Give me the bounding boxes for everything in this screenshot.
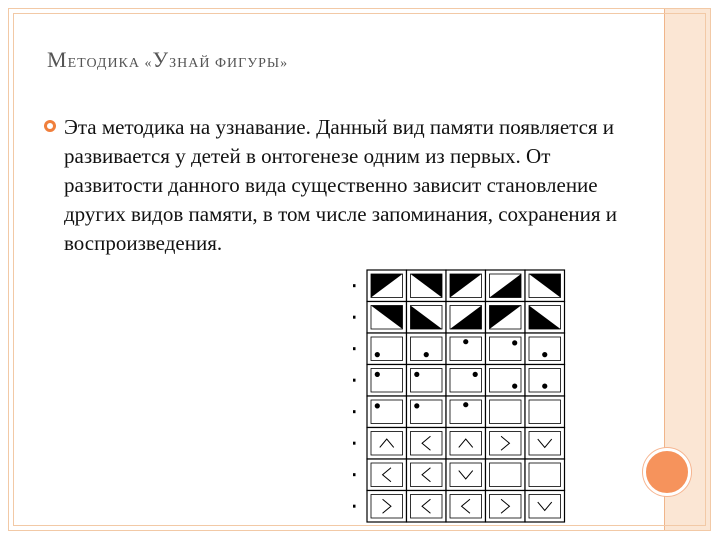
row-marker bbox=[353, 316, 356, 319]
figure-cell bbox=[367, 459, 407, 491]
figure-cell bbox=[446, 428, 486, 460]
figure-cell bbox=[407, 396, 447, 428]
figure-cell bbox=[486, 459, 526, 491]
body-paragraph: Эта методика на узнавание. Данный вид памяти появляется и развивается у детей в онтогенезе одним из первых. От развитости данного вида существенно зависит становление других видов памяти, в том числе запоминания, сохранения и воспроизведения. bbox=[64, 115, 618, 255]
figure-dot bbox=[463, 339, 468, 344]
figure-cell bbox=[446, 333, 486, 365]
figure-dot bbox=[424, 352, 429, 357]
figure-cell bbox=[446, 396, 486, 428]
figure-dot bbox=[512, 340, 517, 345]
figure-dot bbox=[375, 352, 380, 357]
figure-cell bbox=[486, 333, 526, 365]
figure-cell bbox=[525, 491, 565, 523]
figure-cell bbox=[486, 491, 526, 523]
figure-cell bbox=[525, 428, 565, 460]
figure-cell bbox=[407, 333, 447, 365]
figure-cell bbox=[486, 428, 526, 460]
figure-cell bbox=[367, 428, 407, 460]
row-marker bbox=[353, 473, 356, 476]
figure-cell bbox=[407, 428, 447, 460]
figure-dot bbox=[375, 403, 380, 408]
row-marker bbox=[353, 347, 356, 350]
title-big-letter: У bbox=[152, 47, 170, 72]
figure-cell bbox=[367, 491, 407, 523]
slide-title bbox=[47, 47, 288, 73]
title-part-1: ЕТОДИКА « bbox=[67, 56, 153, 71]
figure-dot bbox=[375, 372, 380, 377]
figure-dot bbox=[463, 402, 468, 407]
figure-dot bbox=[512, 384, 517, 389]
figure-cell bbox=[407, 365, 447, 397]
figure-cell bbox=[367, 365, 407, 397]
row-marker bbox=[353, 284, 356, 287]
figure-cell bbox=[446, 491, 486, 523]
figure-cell bbox=[525, 365, 565, 397]
row-marker bbox=[353, 379, 356, 382]
figure-cell bbox=[367, 396, 407, 428]
figure-dot bbox=[414, 403, 419, 408]
figures-table bbox=[345, 268, 567, 528]
row-marker bbox=[353, 410, 356, 413]
row-marker bbox=[353, 505, 356, 508]
title-first-letter: М bbox=[47, 47, 68, 72]
row-marker bbox=[353, 442, 356, 445]
figure-cell bbox=[525, 459, 565, 491]
decor-circle bbox=[643, 448, 691, 496]
figure-cell bbox=[407, 459, 447, 491]
figure-cell bbox=[446, 459, 486, 491]
figure-dot bbox=[542, 384, 547, 389]
figure-cell bbox=[486, 365, 526, 397]
figure-cell bbox=[525, 396, 565, 428]
figure-cell bbox=[486, 396, 526, 428]
figure-dot bbox=[542, 352, 547, 357]
bullet-icon bbox=[44, 120, 56, 132]
figure-cell bbox=[367, 333, 407, 365]
figure-dot bbox=[473, 372, 478, 377]
figure-dot bbox=[414, 372, 419, 377]
figure-cell bbox=[446, 365, 486, 397]
title-part-2: ЗНАЙ ФИГУРЫ» bbox=[169, 56, 289, 71]
figure-cell bbox=[407, 491, 447, 523]
figure-cell bbox=[525, 333, 565, 365]
